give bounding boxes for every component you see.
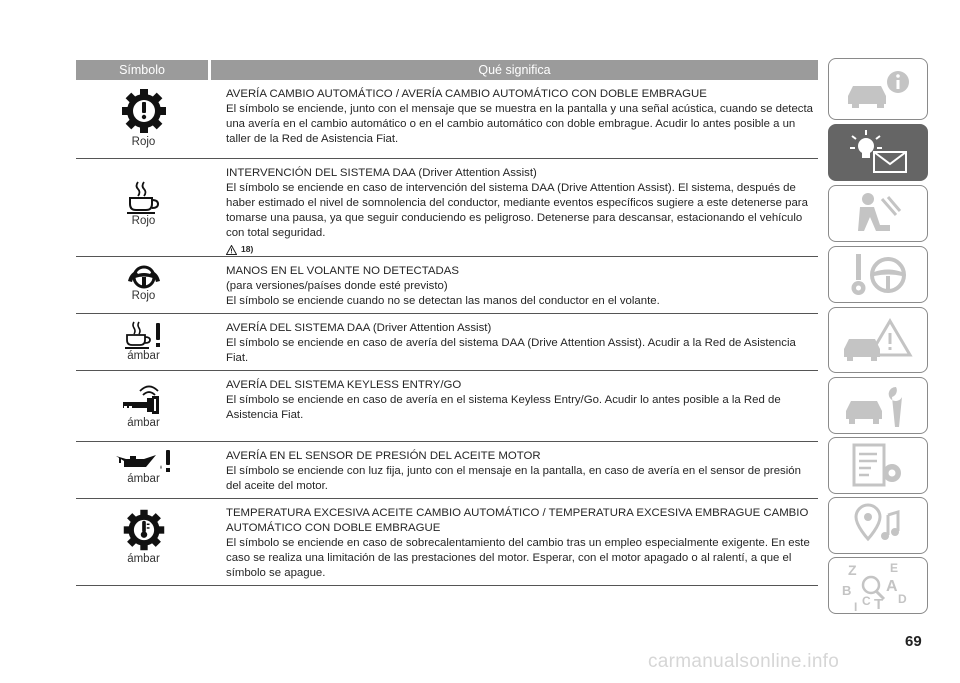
- key-steering-wheel-icon: [838, 250, 918, 300]
- meaning-title: MANOS EN EL VOLANTE NO DETECTADAS: [226, 265, 459, 277]
- symbol-color-label: ámbar: [127, 350, 160, 362]
- chapter-tab-technical-data[interactable]: [828, 437, 928, 494]
- coffee-cup-icon: [124, 179, 164, 215]
- chapter-tab-safety[interactable]: [828, 185, 928, 242]
- table-row: [76, 257, 818, 314]
- table-row: [76, 371, 818, 442]
- symbol-cell: [76, 80, 211, 158]
- chapter-tab-multimedia[interactable]: [828, 497, 928, 554]
- index-letter: T: [874, 595, 884, 613]
- symbol-cell: [76, 159, 211, 256]
- list-gear-icon: [838, 441, 918, 491]
- index-letter: A: [886, 577, 898, 595]
- meaning-title: AVERÍA DEL SISTEMA DAA (Driver Attention Assist): [226, 322, 492, 334]
- table-row: [76, 499, 818, 586]
- header-meaning: Qué significa: [478, 63, 551, 77]
- meaning-cell: [211, 371, 818, 441]
- meaning-cell: [211, 80, 818, 158]
- symbol-cell: [76, 257, 211, 313]
- navigation-music-icon: [838, 501, 918, 551]
- table-row: [76, 442, 818, 499]
- meaning-title: INTERVENCIÓN DEL SISTEMA DAA (Driver Attention Assist): [226, 167, 537, 179]
- watermark: carmanualsonline.info: [648, 651, 840, 672]
- coffee-cup-exclamation-icon: [122, 320, 166, 350]
- car-wrench-icon: [838, 381, 918, 431]
- symbol-color-label: ámbar: [127, 553, 160, 565]
- chapter-tab-index[interactable]: [828, 557, 928, 614]
- symbol-color-label: Rojo: [131, 290, 156, 302]
- meaning-cell: [211, 442, 818, 498]
- symbol-cell: [76, 499, 211, 585]
- header-symbol: Símbolo: [76, 60, 211, 80]
- table-row: [76, 314, 818, 371]
- meaning-text: El símbolo se enciende en caso de avería del sistema DAA (Drive Attention Assist). Acudir a la Red de Asistencia Fiat.: [226, 337, 796, 364]
- symbol-cell: [76, 314, 211, 370]
- table-header: [76, 60, 818, 80]
- car-info-icon: [838, 64, 918, 114]
- symbol-cell: [76, 371, 211, 441]
- chapter-tab-knowing-car[interactable]: [828, 58, 928, 120]
- index-letter: D: [898, 591, 907, 606]
- index-letter: E: [890, 560, 899, 575]
- meaning-cell: [211, 159, 818, 256]
- index-letter: I: [854, 599, 858, 613]
- warning-reference: [226, 242, 818, 257]
- meaning-cell: [211, 499, 818, 585]
- symbol-cell: [76, 442, 211, 498]
- steering-wheel-hands-icon: [124, 264, 164, 290]
- warning-triangle-icon: [226, 245, 237, 255]
- meaning-text: El símbolo se enciende, junto con el mensaje que se muestra en la pantalla y una señal acústica, cuando se detecta una avería en el cambio automático o en el cambio automático con doble embrague. Acudir lo antes posible a un taller de la Red de Asistencia Fiat.: [226, 103, 813, 145]
- meaning-text: El símbolo se enciende en caso de sobrecalentamiento del cambio tras un empleo especialmente exigente. En este caso se realiza una limitación de las prestaciones del motor. Esperar, con el motor apagado o al ralentí, a que el símbolo se apague.: [226, 537, 810, 579]
- meaning-title: AVERÍA CAMBIO AUTOMÁTICO / AVERÍA CAMBIO AUTOMÁTICO CON DOBLE EMBRAGUE: [226, 88, 707, 100]
- gear-exclamation-icon: [119, 86, 169, 136]
- seat-airbag-icon: [838, 189, 918, 239]
- table-row: [76, 80, 818, 159]
- gear-thermometer-icon: [121, 507, 167, 553]
- symbol-color-label: ámbar: [127, 473, 160, 485]
- alphabet-index-icon: [838, 559, 918, 613]
- table-row: [76, 159, 818, 257]
- meaning-cell: [211, 314, 818, 370]
- symbol-color-label: Rojo: [131, 136, 156, 148]
- chapter-tab-maintenance[interactable]: [828, 377, 928, 434]
- meaning-cell: [211, 257, 818, 313]
- meaning-title: AVERÍA EN EL SENSOR DE PRESIÓN DEL ACEITE MOTOR: [226, 450, 541, 462]
- car-emergency-icon: [838, 313, 918, 367]
- meaning-subtitle: (para versiones/países donde esté previsto): [226, 280, 448, 292]
- meaning-text: El símbolo se enciende en caso de avería en el sistema Keyless Entry/Go. Acudir lo antes posible a la Red de Asistencia Fiat.: [226, 394, 781, 421]
- symbol-color-label: Rojo: [131, 215, 156, 227]
- meaning-text: El símbolo se enciende en caso de intervención del sistema DAA (Drive Attention Assist). El sistema, después de haber estimado el nivel de somnolencia del conductor, mediante eventos específicos sugiere a este detenerse para tomarse una pausa, ya que seguir conduciendo es peligroso. Detenerse para descansar, estacionando el vehículo con total seguridad.: [226, 182, 808, 239]
- meaning-text: El símbolo se enciende con luz fija, junto con el mensaje en la pantalla, en caso de avería en el sensor de presión del aceite del motor.: [226, 465, 801, 492]
- meaning-title: TEMPERATURA EXCESIVA ACEITE CAMBIO AUTOMÁTICO / TEMPERATURA EXCESIVA EMBRAGUE CAMBIO AUTOMÁTICO CON DOBLE EMBRAGUE: [226, 507, 809, 534]
- meaning-text: El símbolo se enciende cuando no se detectan las manos del conductor en el volante.: [226, 295, 660, 307]
- index-letter: C: [862, 593, 871, 608]
- keyless-key-icon: [120, 377, 168, 417]
- meaning-title: AVERÍA DEL SISTEMA KEYLESS ENTRY/GO: [226, 379, 462, 391]
- chapter-tab-dashboard-warnings[interactable]: [828, 124, 928, 181]
- oil-can-exclamation-icon: [114, 449, 174, 473]
- chapter-tab-starting-driving[interactable]: [828, 246, 928, 303]
- warning-light-envelope-icon: [838, 128, 918, 178]
- warning-lights-table: [76, 60, 818, 586]
- chapter-tab-emergency[interactable]: [828, 307, 928, 373]
- index-letter: Z: [848, 561, 857, 578]
- page-number: 69: [905, 633, 922, 650]
- index-letter: B: [842, 582, 852, 598]
- reference-number: 18): [241, 244, 254, 254]
- symbol-color-label: ámbar: [127, 417, 160, 429]
